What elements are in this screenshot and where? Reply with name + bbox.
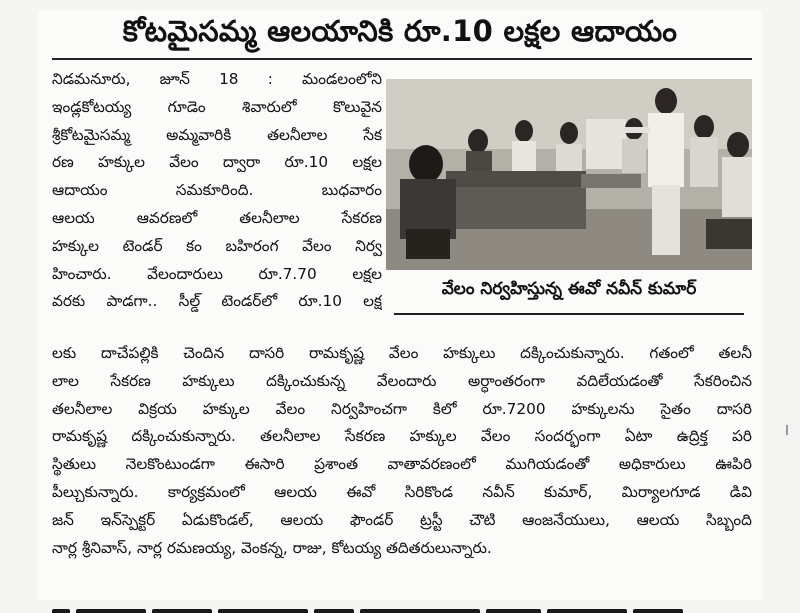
text-line: ఆలయ ఆవరణలో తలనీలాల సేకరణ (52, 208, 382, 227)
text-line: రణ హక్కుల వేలం ద్వారా రూ.10 లక్షల (52, 153, 382, 172)
text-line: పీల్చుకున్నారు. కార్యక్రమంలో ఆలయ ఈవో సిరికొండ నవీన్ కుమార్, మిర్యాలగూడ డివి (52, 482, 752, 501)
headline: కోటమైసమ్మ ఆలయానికి రూ.10 లక్షల ఆదాయం (122, 14, 678, 48)
next-article-cutoff (38, 600, 762, 613)
text-line: వరకు పాడగా.. సీల్డ్ టెండర్‌లో రూ.10 లక్ష (52, 292, 382, 311)
text-line: నిడమనూరు, జూన్ 18 : మండలంలోని (52, 70, 382, 88)
text-line: స్థితులు నెలకొంటుండగా ఈసారి ప్రశాంత వాతావరణంలో ముగియడంతో అధికారులు ఊపిరి (52, 455, 752, 474)
caption-divider (394, 313, 744, 315)
edge-mark (786, 425, 796, 435)
article-full-width-text (52, 340, 752, 562)
text-line: లకు దాచేపల్లికి చెందిన దాసరి రామకృష్ణ వేలం హక్కులు దక్కించుకున్నారు. గతంలో తలనీ (52, 344, 752, 362)
text-line: లాల సేకరణ హక్కులు దక్కించుకున్న వేలందారు అర్ధాంతరంగా వదిలేయడంతో సేకరించిన (52, 371, 752, 390)
text-line: నార్ల శ్రీనివాస్, నార్ల రమణయ్య, వెంకన్న, రాజు, కోటయ్య తదితరులున్నారు. (52, 538, 492, 557)
text-line: శ్రీకోటమైసమ్మ అమ్మవారికి తలనీలాల సేక (52, 125, 382, 144)
photo-caption: వేలం నిర్వహిస్తున్న ఈవో నవీన్ కుమార్ (441, 279, 697, 299)
text-line: ఆదాయం సమకూరింది. బుధవారం (52, 181, 382, 200)
text-line: ఇండ్లకోటయ్య గూడెం శివారులో కొలువైన (52, 97, 382, 116)
text-line: జన్ ఇన్‌స్పెక్టర్ ఏడుకొండల్, ఆలయ ఫౌండర్ ట్రస్టీ చౌటి ఆంజనేయులు, ఆలయ సిబ్బంది (52, 510, 752, 529)
headline-divider (52, 58, 752, 60)
text-line: రామకృష్ణ దక్కించుకున్నారు. తలనీలాల సేకరణ హక్కుల వేలం సందర్భంగా ఏటా ఉద్రిక్త పరి (52, 427, 752, 446)
text-line: హించారు. వేలందారులు రూ.7.70 లక్షల (52, 264, 382, 283)
auction-meeting-photo (386, 79, 752, 270)
text-line: తలనీలాల విక్రయ హక్కుల వేలం నిర్వహించగా కిలో రూ.7200 హక్కులను సైతం దాసరి (52, 399, 752, 418)
news-photo (386, 79, 752, 270)
article-column-text (52, 66, 382, 316)
text-line: హక్కుల టెండర్ కం బహిరంగ వేలం నిర్వ (52, 236, 382, 255)
